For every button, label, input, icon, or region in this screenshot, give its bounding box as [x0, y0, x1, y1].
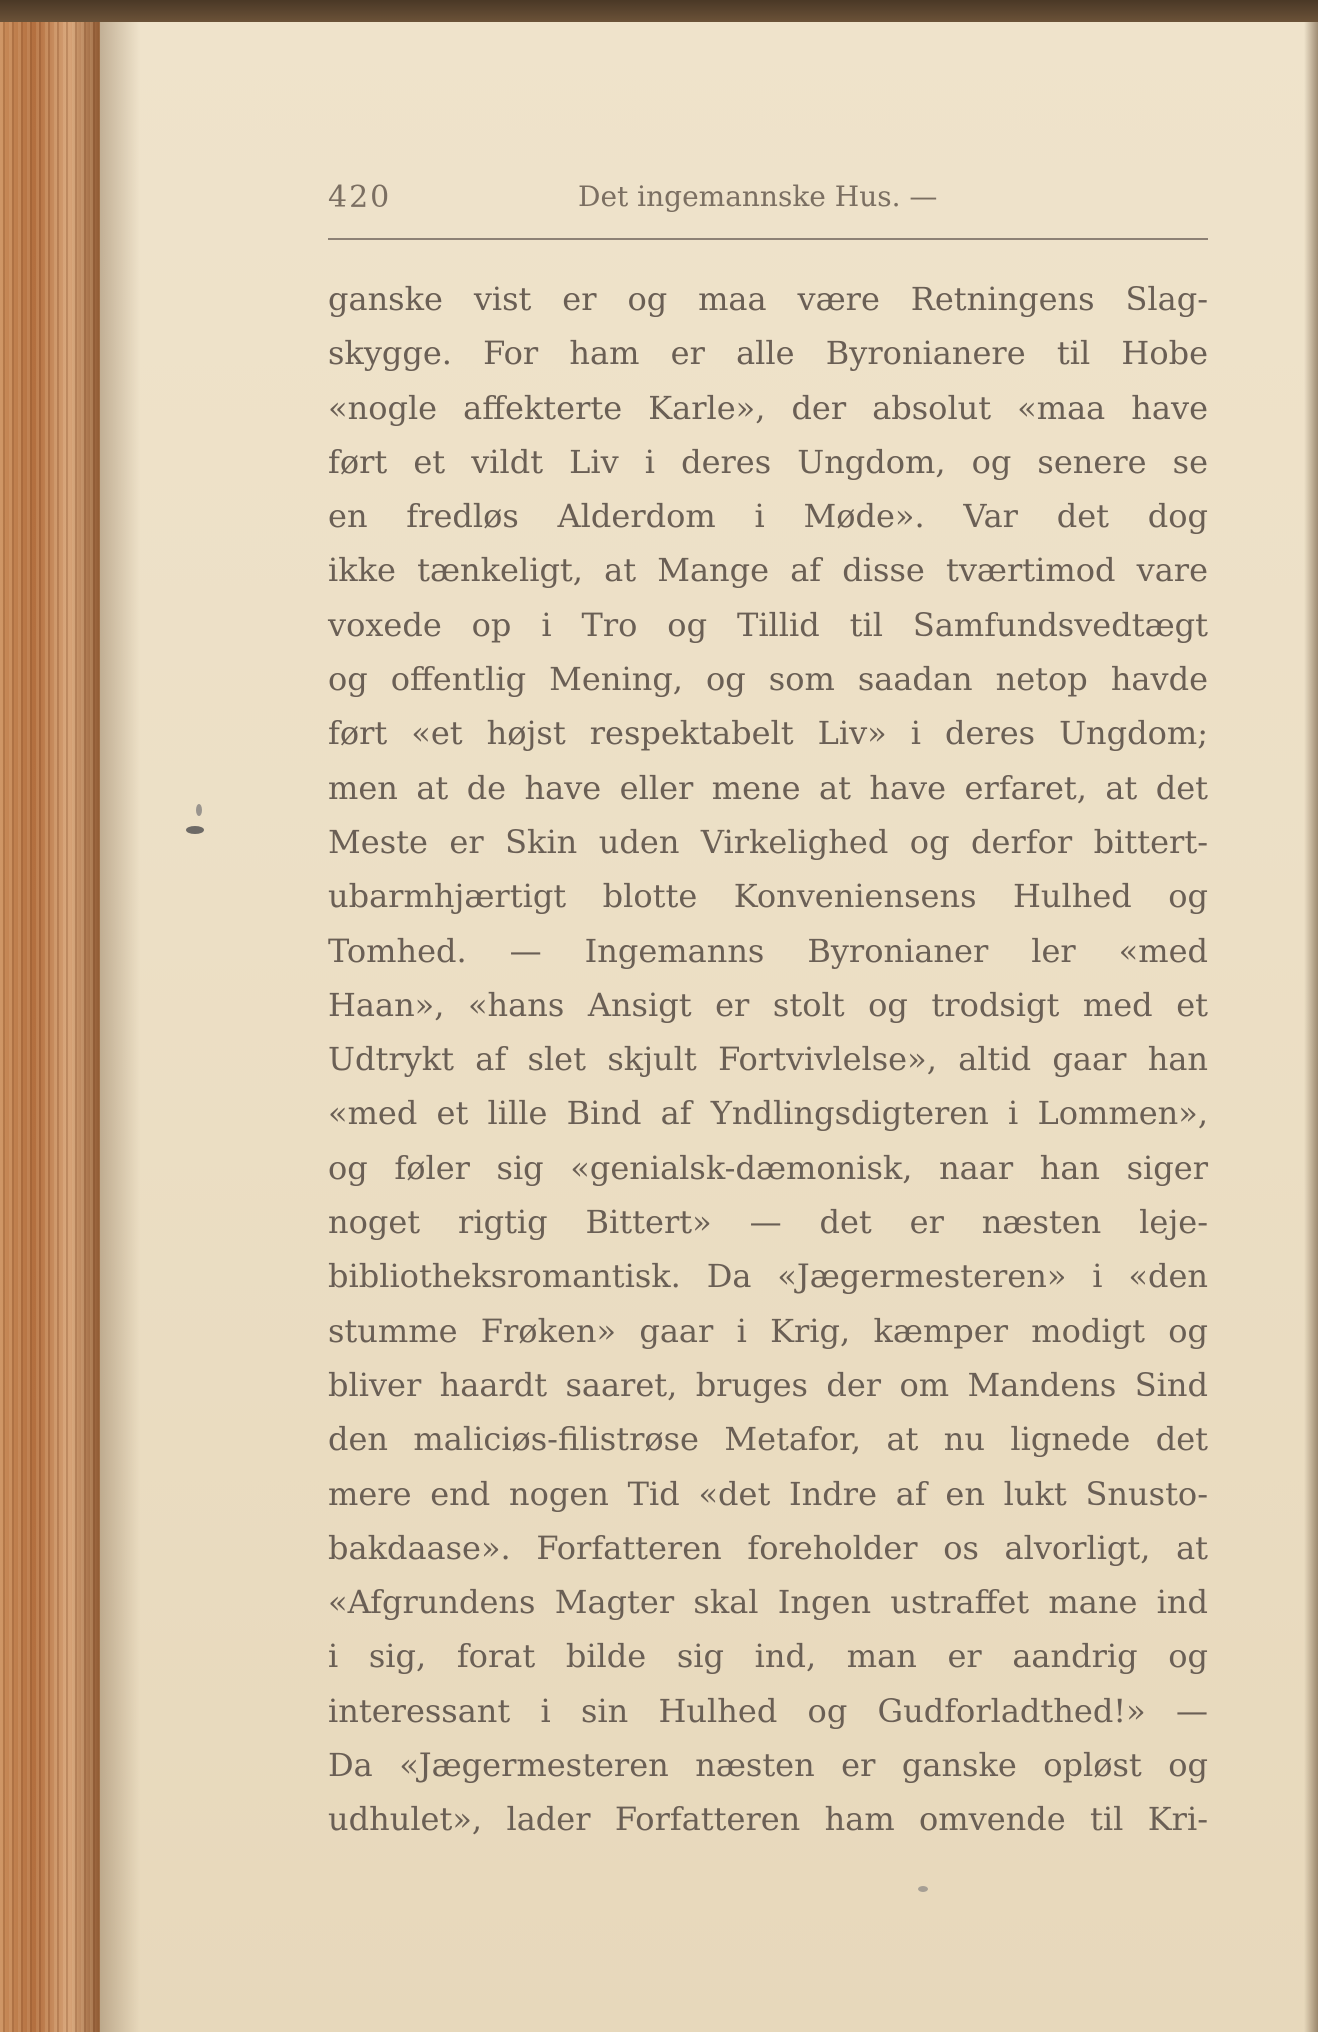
text-line: i sig, forat bilde sig ind, man er aandrig og: [328, 1637, 1208, 1676]
text-line: «med et lille Bind af Yndlingsdigteren i Lommen»,: [328, 1094, 1208, 1133]
header-rule: [328, 238, 1208, 240]
text-line: den maliciøs-filistrøse Metafor, at nu lignede det: [328, 1420, 1208, 1459]
text-line: ikke tænkeligt, at Mange af disse tværtimod vare: [328, 551, 1208, 590]
book-spine-edge: [0, 22, 100, 2032]
text-line: ganske vist er og maa være Retningens Slag-: [328, 280, 1208, 318]
text-line: noget rigtig Bittert» — det er næsten leje-: [328, 1203, 1208, 1242]
text-line: stumme Frøken» gaar i Krig, kæmper modigt og: [328, 1311, 1208, 1350]
body-text: [328, 272, 1208, 1847]
book-top-edge: [0, 0, 1318, 22]
paper-speck: [186, 826, 204, 834]
text-line: bakdaase». Forfatteren foreholder os alvorligt, at: [328, 1528, 1208, 1567]
text-line: Tomhed. — Ingemanns Byronianer ler «med: [328, 931, 1208, 970]
text-line: bibliotheksromantisk. Da «Jægermesteren» i «den: [328, 1257, 1208, 1296]
text-line: og føler sig «genialsk-dæmonisk, naar han siger: [328, 1148, 1208, 1187]
page-right-edge: [1304, 22, 1318, 2032]
text-line: interessant i sin Hulhed og Gudforladthed!» —: [328, 1691, 1208, 1730]
text-line: bliver haardt saaret, bruges der om Mandens Sind: [328, 1365, 1208, 1404]
text-line: ført et vildt Liv i deres Ungdom, og senere se: [328, 442, 1208, 481]
text-line: mere end nogen Tid «det Indre af en lukt Snusto-: [328, 1474, 1208, 1513]
paper-speck: [196, 804, 202, 816]
text-line: ført «et højst respektabelt Liv» i deres Ungdom;: [328, 714, 1208, 753]
text-line: Udtrykt af slet skjult Fortvivlelse», altid gaar han: [328, 1040, 1208, 1079]
text-line: ubarmhjærtigt blotte Konveniensens Hulhed og: [328, 877, 1208, 916]
text-line: skygge. For ham er alle Byronianere til Hobe: [328, 334, 1208, 373]
gutter-shadow: [100, 22, 140, 2032]
text-line: en fredløs Alderdom i Møde». Var det dog: [328, 497, 1208, 536]
text-line: og offentlig Mening, og som saadan netop havde: [328, 660, 1208, 699]
text-line: Haan», «hans Ansigt er stolt og trodsigt med et: [328, 985, 1208, 1024]
text-line: Da «Jægermesteren næsten er ganske opløst og: [328, 1746, 1208, 1785]
page-number: 420: [328, 180, 392, 215]
text-line: men at de have eller mene at have erfaret, at det: [328, 768, 1208, 807]
text-line: voxede op i Tro og Tillid til Samfundsvedtægt: [328, 605, 1208, 644]
running-head: Det ingemannske Hus. —: [578, 180, 938, 213]
text-line: «Afgrundens Magter skal Ingen ustraffet mane ind: [328, 1583, 1208, 1622]
text-line: «nogle affekterte Karle», der absolut «maa have: [328, 388, 1208, 427]
text-line: Meste er Skin uden Virkelighed og derfor bittert-: [328, 822, 1208, 861]
text-line: udhulet», lader Forfatteren ham omvende til Kri-: [328, 1800, 1208, 1839]
paper-speck: [918, 1886, 928, 1892]
page-header: [328, 172, 1208, 222]
